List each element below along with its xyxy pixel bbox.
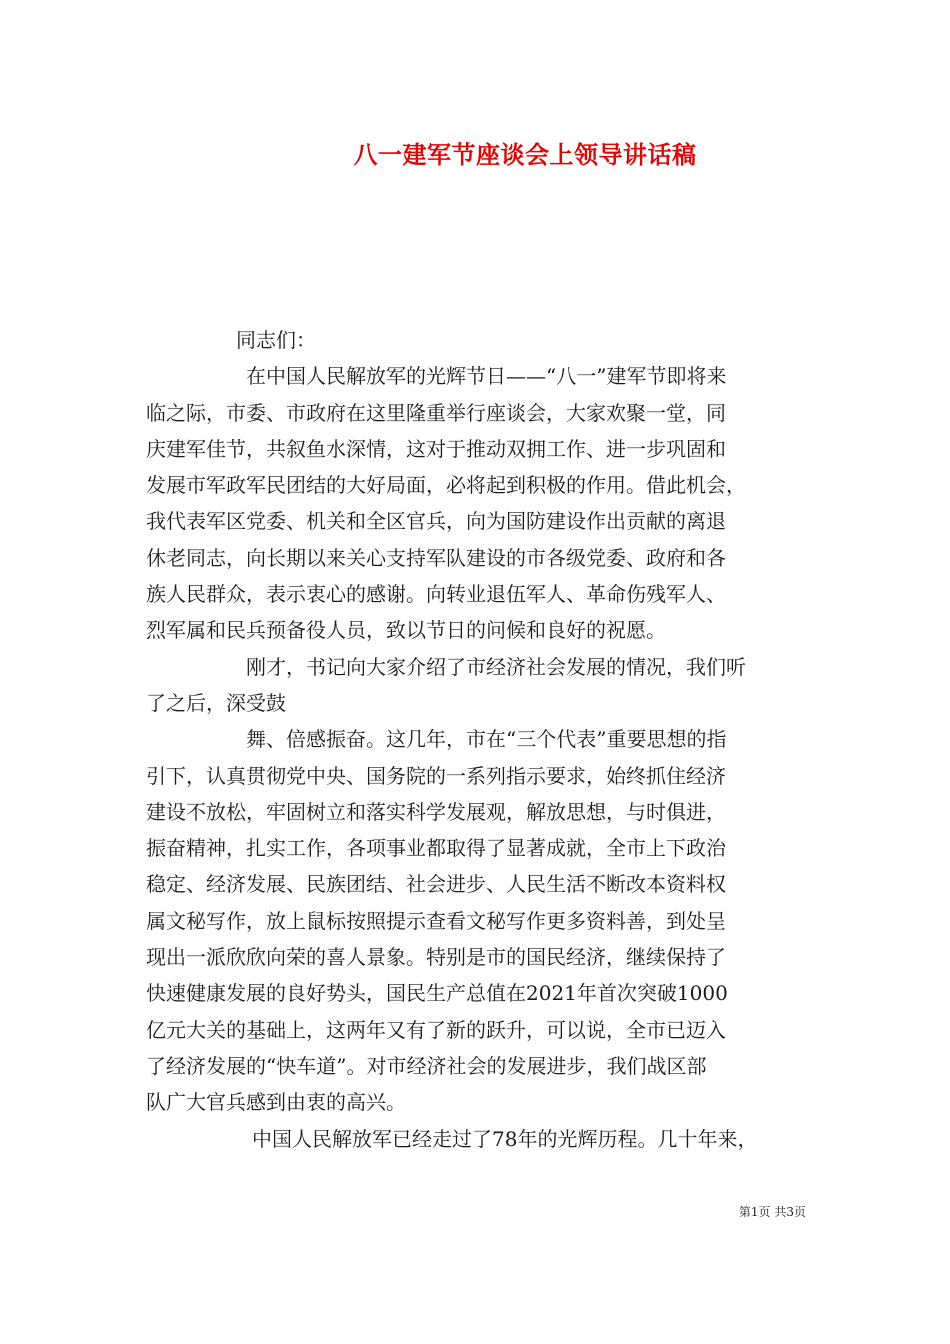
- paragraph-line: 我代表军区党委、机关和全区官兵，向为国防建设作出贡献的离退: [146, 509, 726, 534]
- document-title: 八一建军节座谈会上领导讲话稿: [353, 140, 697, 169]
- paragraph-line: 在中国人民解放军的光辉节日——“八一”建军节即将来: [246, 364, 727, 389]
- paragraph-line: 了之后，深受鼓: [146, 690, 286, 715]
- paragraph-line: 队广大官兵感到由衷的高兴。: [146, 1090, 406, 1115]
- paragraph-line: 发展市军政军民团结的大好局面，必将起到积极的作用。借此机会，: [146, 473, 746, 498]
- paragraph-line: 现出一派欣欣向荣的喜人景象。特别是市的国民经济，继续保持了: [146, 945, 726, 970]
- paragraph-line: 烈军属和民兵预备役人员，致以节日的问候和良好的祝愿。: [146, 618, 666, 643]
- paragraph-line: 族人民群众，表示衷心的感谢。向转业退伍军人、革命伤残军人、: [146, 582, 726, 607]
- paragraph-line: 属文秘写作，放上鼠标按照提示查看文秘写作更多资料善，到处呈: [146, 908, 726, 933]
- page-number-footer: 第1页 共3页: [738, 1205, 806, 1219]
- paragraph-line: 刚才，书记向大家介绍了市经济社会发展的情况，我们听: [246, 654, 746, 679]
- paragraph-line: 庆建军佳节，共叙鱼水深情，这对于推动双拥工作、进一步巩固和: [146, 436, 726, 461]
- paragraph-line: 引下，认真贯彻党中央、国务院的一系列指示要求，始终抓住经济: [146, 763, 726, 788]
- paragraph-line: 建设不放松，牢固树立和落实科学发展观，解放思想，与时俱进，: [146, 799, 726, 824]
- salutation: 同志们：: [236, 328, 316, 352]
- paragraph-line: 中国人民解放军已经走过了78年的光辉历程。几十年来，: [252, 1126, 758, 1151]
- paragraph-line: 休老同志，向长期以来关心支持军队建设的市各级党委、政府和各: [146, 545, 726, 570]
- paragraph-line: 了经济发展的“快车道”。对市经济社会的发展进步，我们战区部: [146, 1053, 707, 1078]
- paragraph-line: 亿元大关的基础上，这两年又有了新的跃升，可以说，全市已迈入: [146, 1017, 726, 1042]
- paragraph-line: 舞、倍感振奋。这几年，市在“三个代表”重要思想的指: [246, 727, 727, 752]
- paragraph-line: 快速健康发展的良好势头，国民生产总值在2021年首次突破1000: [146, 981, 728, 1006]
- paragraph-line: 临之际，市委、市政府在这里隆重举行座谈会，大家欢聚一堂，同: [146, 400, 726, 425]
- paragraph-line: 振奋精神，扎实工作，各项事业都取得了显著成就，全市上下政治: [146, 836, 726, 861]
- document-body: [146, 322, 814, 1157]
- paragraph-line: 稳定、经济发展、民族团结、社会进步、人民生活不断改本资料权: [146, 872, 726, 897]
